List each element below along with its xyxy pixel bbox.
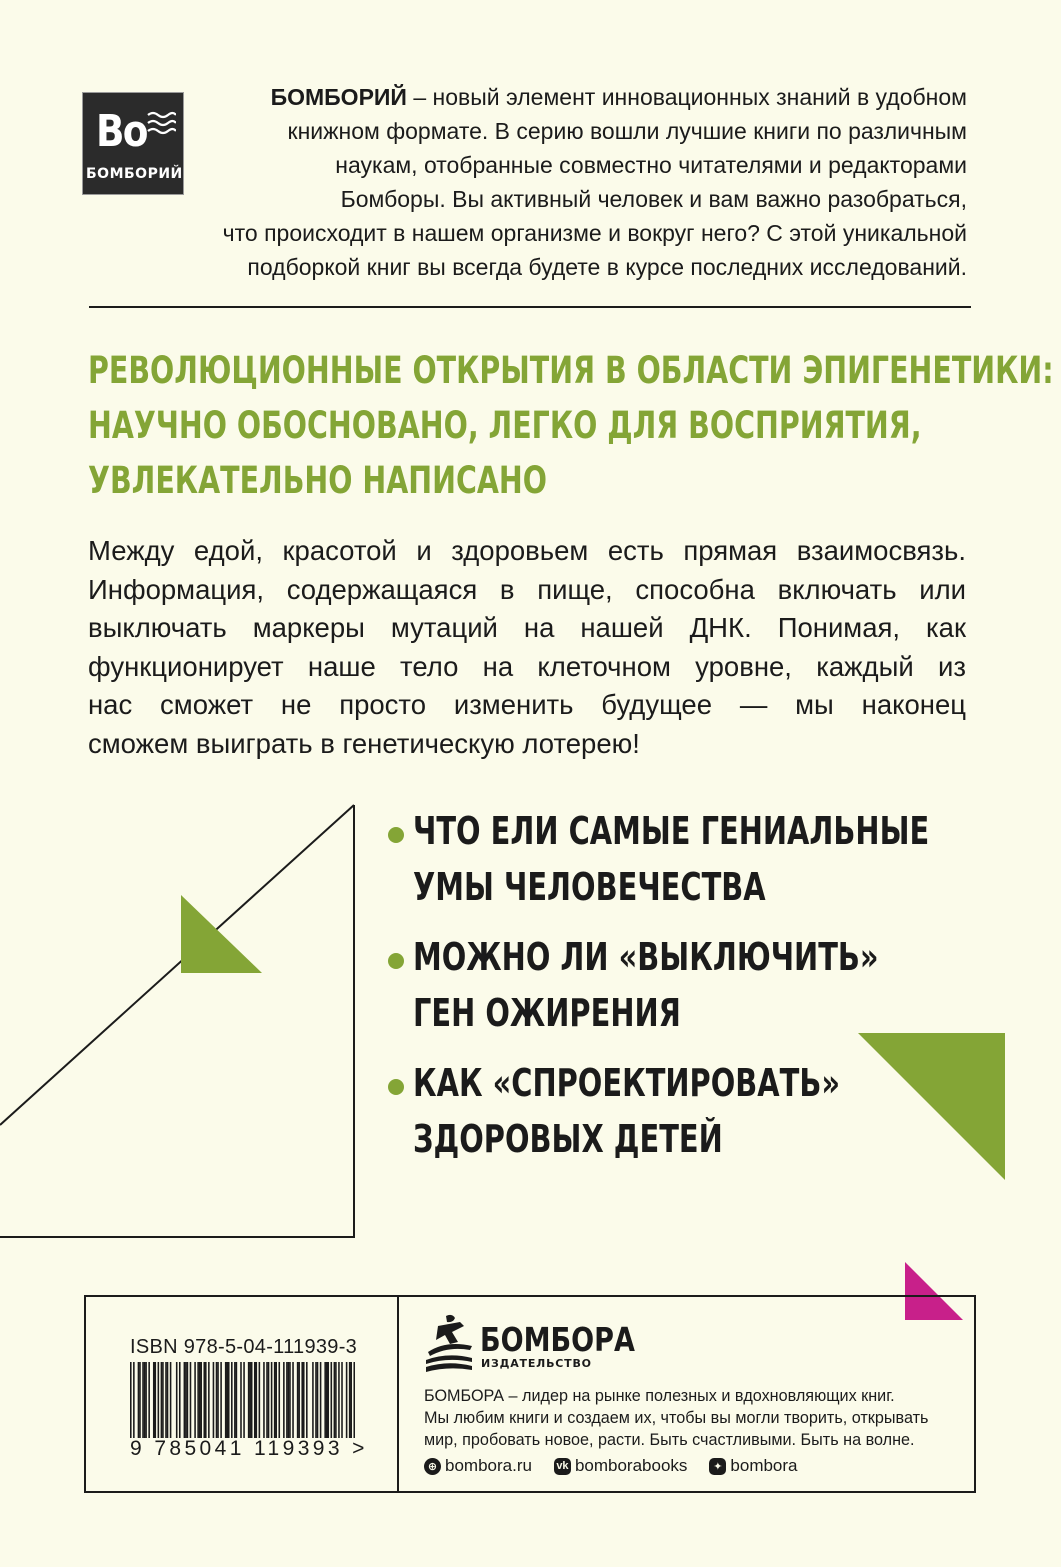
intro-line-2: книжном формате. В серию вошли лучшие книги по различным — [287, 118, 967, 144]
bullet-line-1: КАК «СПРОЕКТИРОВАТЬ» — [413, 1061, 841, 1105]
bullet-item — [382, 1055, 1061, 1167]
publisher-subtitle: ИЗДАТЕЛЬСТВО — [481, 1357, 592, 1370]
social-label: bombora.ru — [445, 1456, 532, 1475]
barcode-bar — [226, 1362, 228, 1438]
surfer-logo-icon — [424, 1312, 476, 1372]
barcode-bar — [138, 1362, 140, 1438]
barcode-bar — [167, 1362, 169, 1438]
barcode-bar — [327, 1362, 329, 1438]
publisher-text-line: БОМБОРА – лидер на рынке полезных и вдохновляющих книг. — [424, 1387, 895, 1405]
globe-icon: ⊕ — [424, 1458, 441, 1475]
bullet-dot-icon — [388, 827, 404, 843]
series-intro — [117, 80, 967, 284]
barcode-bar — [346, 1362, 348, 1438]
intro-line-6: подборкой книг вы всегда будете в курсе последних исследований. — [247, 254, 967, 280]
barcode-bar — [216, 1362, 218, 1438]
bullet-line-2: ГЕН ОЖИРЕНИЯ — [413, 991, 681, 1035]
barcode-bar — [317, 1362, 319, 1438]
barcode-bar — [301, 1362, 303, 1438]
barcode-bar — [185, 1362, 187, 1438]
dzen-telegram-icon: ✦ — [709, 1458, 726, 1475]
barcode-bar — [292, 1362, 294, 1438]
barcode-bar — [274, 1362, 276, 1438]
bullet-dot-icon — [388, 1079, 404, 1095]
barcode-bar — [331, 1362, 333, 1438]
social-website[interactable] — [424, 1456, 532, 1476]
barcode-digits: 9 785041 119393 > — [130, 1437, 368, 1460]
barcode-bar — [286, 1362, 288, 1438]
headline-line-3: УВЛЕКАТЕЛЬНО НАПИСАНО — [88, 459, 548, 502]
barcode-bar — [139, 1362, 141, 1438]
description-line: Между едой, красотой и здоровьем есть прямая взаимосвязь. — [88, 535, 966, 566]
barcode-bar — [259, 1362, 261, 1438]
barcode-bar — [133, 1362, 135, 1438]
diagonal-line — [0, 805, 354, 1125]
barcode — [130, 1362, 355, 1438]
barcode-bar — [306, 1362, 308, 1438]
series-logo-mark: Bo — [96, 106, 147, 157]
barcode-bar — [297, 1362, 299, 1438]
publisher-description — [424, 1385, 964, 1451]
barcode-bar — [278, 1362, 280, 1438]
barcode-bar — [288, 1362, 290, 1438]
publisher-text-line: мир, пробовать новое, расти. Быть счастливыми. Быть на волне. — [424, 1431, 915, 1449]
vk-icon: vk — [554, 1458, 571, 1475]
barcode-bar — [190, 1362, 192, 1438]
description-line: сможем выиграть в генетическую лотерею! — [88, 727, 640, 759]
description-line: Информация, содержащаяся в пище, способна включать или — [88, 573, 966, 605]
barcode-bar — [142, 1362, 144, 1438]
headline — [88, 343, 1054, 508]
barcode-bar — [165, 1362, 167, 1438]
barcode-bar — [194, 1362, 196, 1438]
intro-line-3: наукам, отобранные совместно читателями и редакторами — [335, 152, 967, 178]
barcode-bar — [349, 1362, 351, 1438]
barcode-bar — [176, 1362, 178, 1438]
intro-line-1 — [117, 80, 967, 114]
barcode-bar — [341, 1362, 343, 1438]
barcode-bar — [263, 1362, 265, 1438]
barcode-bar — [350, 1362, 352, 1438]
barcode-bar — [248, 1362, 250, 1438]
barcode-bar — [200, 1362, 202, 1438]
barcode-bar — [266, 1362, 268, 1438]
intro-line-1-text: – новый элемент инновационных знаний в удобном — [406, 84, 967, 110]
bullet-line-1: МОЖНО ЛИ «ВЫКЛЮЧИТЬ» — [413, 935, 879, 979]
description-line: нас сможет не просто изменить будущее — мы наконец — [88, 689, 966, 720]
barcode-bar — [184, 1362, 186, 1438]
barcode-bar — [298, 1362, 300, 1438]
barcode-bar — [199, 1362, 201, 1438]
barcode-bar — [283, 1362, 285, 1438]
barcode-bar — [251, 1362, 253, 1438]
barcode-bar — [158, 1362, 160, 1438]
barcode-bar — [220, 1362, 222, 1438]
bullet-line-2: УМЫ ЧЕЛОВЕЧЕСТВА — [413, 865, 766, 909]
barcode-bar — [271, 1362, 273, 1438]
barcode-bar — [315, 1362, 317, 1438]
intro-line-4: Бомборы. Вы активный человек и вам важно разобраться, — [340, 186, 967, 212]
barcode-bar — [130, 1362, 132, 1438]
barcode-bar — [312, 1362, 314, 1438]
description-line: выключать маркеры мутаций на нашей ДНК. Понимая, как — [88, 612, 966, 643]
barcode-bar — [197, 1362, 199, 1438]
social-label: bombora — [730, 1456, 798, 1475]
bullet-list — [382, 803, 1061, 1181]
frame-corner-lines — [0, 805, 354, 1237]
barcode-bar — [326, 1362, 328, 1438]
divider-rule — [89, 306, 971, 308]
barcode-bar — [144, 1362, 146, 1438]
bullet-item — [382, 929, 1061, 1041]
bullet-line-1: ЧТО ЕЛИ САМЫЕ ГЕНИАЛЬНЫЕ — [413, 809, 930, 853]
barcode-bar — [256, 1362, 258, 1438]
series-logo-name: БОМБОРИЙ — [86, 166, 183, 182]
barcode-bar — [335, 1362, 337, 1438]
social-label: bomborabooks — [574, 1456, 688, 1475]
barcode-bar — [213, 1362, 215, 1438]
barcode-bar — [205, 1362, 207, 1438]
barcode-bar — [153, 1362, 155, 1438]
headline-line-2: НАУЧНО ОБОСНОВАНО, ЛЕГКО ДЛЯ ВОСПРИЯТИЯ, — [88, 404, 922, 447]
publisher-name: БОМБОРА — [480, 1320, 635, 1359]
social-dzen-telegram[interactable] — [709, 1456, 797, 1476]
social-vk[interactable] — [554, 1456, 687, 1476]
barcode-bar — [203, 1362, 205, 1438]
barcode-bar — [161, 1362, 163, 1438]
barcode-bar — [231, 1362, 233, 1438]
intro-line-5: что происходит в нашем организме и вокруг него? С этой уникальной — [222, 220, 967, 246]
barcode-bar — [208, 1362, 210, 1438]
barcode-bar — [275, 1362, 277, 1438]
barcode-bar — [289, 1362, 291, 1438]
barcode-bar — [320, 1362, 322, 1438]
barcode-bar — [243, 1362, 245, 1438]
barcode-bar — [148, 1362, 150, 1438]
barcode-bar — [324, 1362, 326, 1438]
headline-line-1: РЕВОЛЮЦИОННЫЕ ОТКРЫТИЯ В ОБЛАСТИ ЭПИГЕНЕТИКИ: — [88, 349, 1054, 392]
barcode-bar — [145, 1362, 147, 1438]
barcode-bar — [303, 1362, 305, 1438]
barcode-bar — [249, 1362, 251, 1438]
barcode-bar — [236, 1362, 238, 1438]
barcode-bar — [162, 1362, 164, 1438]
barcode-bar — [254, 1362, 256, 1438]
bullet-dot-icon — [388, 953, 404, 969]
isbn-label: ISBN 978-5-04-111939-3 — [130, 1336, 358, 1358]
barcode-bar — [334, 1362, 336, 1438]
barcode-bar — [170, 1362, 172, 1438]
description-line: функционирует наше тело на клеточном уровне, каждый из — [88, 650, 966, 682]
barcode-bar — [228, 1362, 230, 1438]
bullet-item — [382, 803, 1061, 915]
barcode-bar — [179, 1362, 181, 1438]
barcode-bar — [154, 1362, 156, 1438]
bullet-line-2: ЗДОРОВЫХ ДЕТЕЙ — [413, 1117, 723, 1161]
barcode-bar — [187, 1362, 189, 1438]
barcode-bar — [268, 1362, 270, 1438]
social-links — [424, 1456, 820, 1476]
barcode-bar — [217, 1362, 219, 1438]
barcode-bar — [338, 1362, 340, 1438]
imprint-box-divider — [397, 1295, 399, 1493]
publisher-text-line: Мы любим книги и создаем их, чтобы вы могли творить, открывать — [424, 1409, 929, 1427]
barcode-bar — [225, 1362, 227, 1438]
book-description — [88, 532, 966, 763]
barcode-bar — [240, 1362, 242, 1438]
small-green-triangle — [181, 895, 262, 973]
barcode-bar — [234, 1362, 236, 1438]
barcode-bar — [353, 1362, 355, 1438]
intro-brand: БОМБОРИЙ — [270, 84, 407, 110]
